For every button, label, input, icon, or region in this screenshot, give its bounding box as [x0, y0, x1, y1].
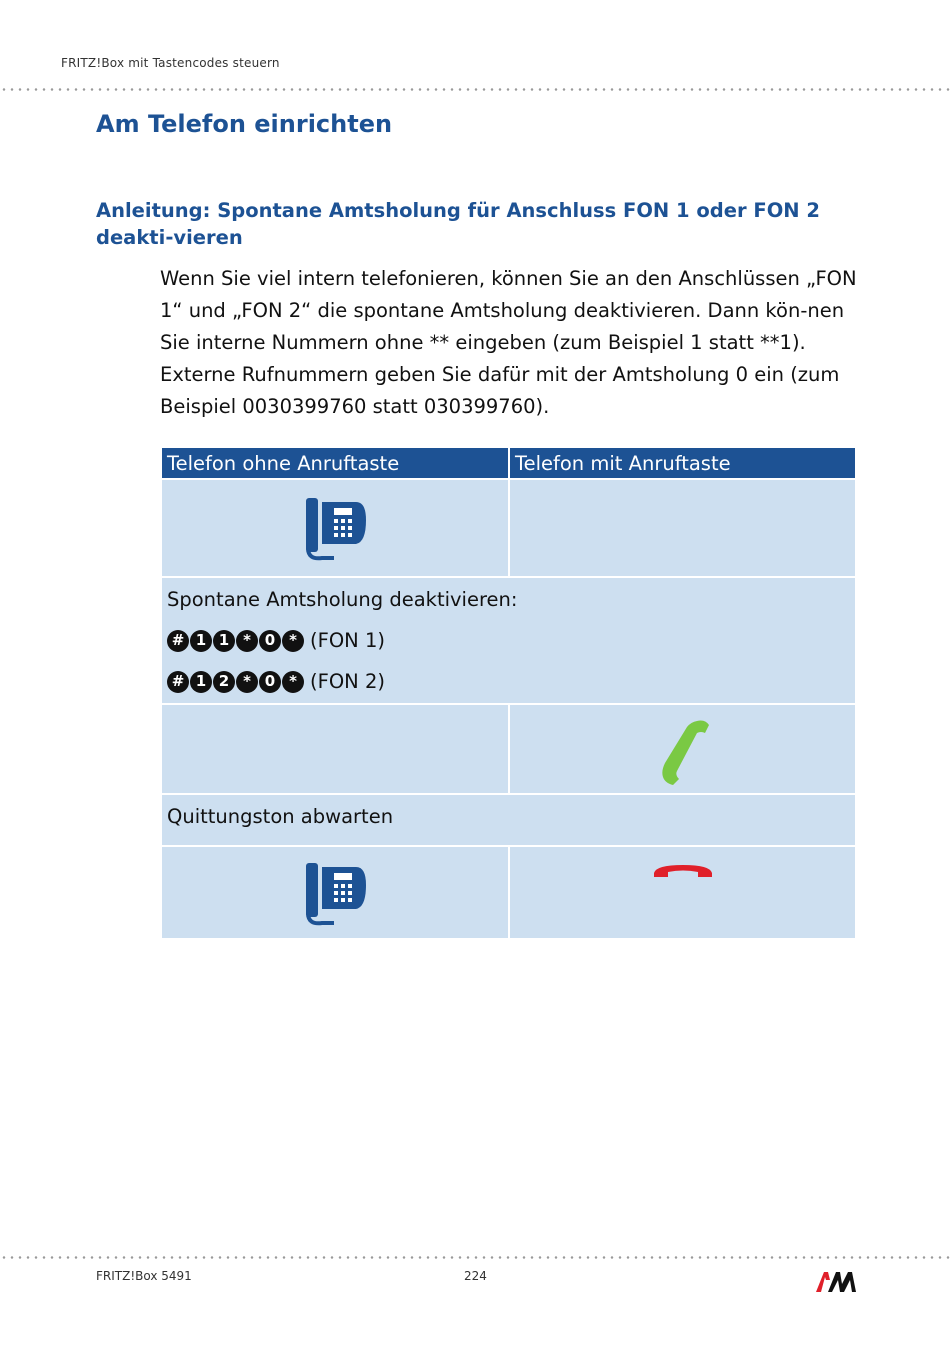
empty-cell: [161, 704, 509, 794]
hang-up-phone-cell: [161, 846, 509, 939]
table-header-row: [161, 447, 856, 479]
handset-offhook-icon: [653, 717, 713, 787]
page-number: 224: [464, 1269, 487, 1283]
key-1-icon: 1: [190, 630, 212, 652]
table-row: [161, 846, 856, 939]
key-sequence-fon2: [167, 671, 304, 693]
key-star-icon: *: [282, 671, 304, 693]
empty-cell: [509, 479, 856, 577]
off-hook-cell: [509, 704, 856, 794]
table-row: [161, 479, 856, 577]
code-suffix-fon1: (FON 1): [310, 629, 385, 652]
desk-phone-icon: [300, 494, 370, 564]
header-divider: [0, 88, 950, 91]
key-hash-icon: #: [167, 630, 189, 652]
table-row: [161, 577, 856, 704]
code-suffix-fon2: (FON 2): [310, 670, 385, 693]
pick-up-phone-cell: [161, 479, 509, 577]
key-sequence-fon1: [167, 630, 304, 652]
footer-product: FRITZ!Box 5491: [96, 1269, 192, 1283]
intro-paragraph: Wenn Sie viel intern telefonieren, können Sie an den Anschlüssen „FON 1“ und „FON 2“ die spontane Amtsholung deaktivieren. Dann kön-nen Sie interne Nummern ohne ** eingeben (zum Beispiel 1 statt **1). Externe Rufnummern geben Sie dafür mit der Amtsholung 0 ein (zum Beispiel 0030399760 statt 030399760).: [160, 267, 857, 418]
running-header: FRITZ!Box mit Tastencodes steuern: [61, 56, 280, 70]
deactivate-codes-cell: [161, 577, 856, 704]
footer-divider: [0, 1256, 950, 1259]
key-0-icon: 0: [259, 630, 281, 652]
column-header-with-call-key: Telefon mit Anruftaste: [509, 447, 856, 479]
instruction-title-text: Anleitung: Spontane Amtsholung für Anschluss FON 1 oder FON 2 deakti-vieren: [96, 199, 820, 249]
key-hash-icon: #: [167, 671, 189, 693]
handset-hangup-icon: [652, 861, 714, 881]
deactivate-label: Spontane Amtsholung deaktivieren:: [167, 588, 518, 611]
key-2-icon: 2: [213, 671, 235, 693]
key-star-icon: *: [282, 630, 304, 652]
table-row: [161, 794, 856, 846]
column-header-without-call-key: Telefon ohne Anruftaste: [161, 447, 509, 479]
procedure-table: [160, 446, 857, 940]
key-star-icon: *: [236, 630, 258, 652]
desk-phone-icon: [300, 859, 370, 929]
table-row: [161, 704, 856, 794]
hang-up-cell: [509, 846, 856, 939]
code-line-fon1: [167, 629, 855, 652]
key-1-icon: 1: [213, 630, 235, 652]
key-star-icon: *: [236, 671, 258, 693]
key-0-icon: 0: [259, 671, 281, 693]
code-line-fon2: [167, 670, 855, 693]
instruction-title: [96, 197, 836, 251]
section-title: Am Telefon einrichten: [96, 110, 393, 138]
avm-logo: [814, 1270, 858, 1294]
key-1-icon: 1: [190, 671, 212, 693]
wait-tone-cell: Quittungston abwarten: [161, 794, 856, 846]
